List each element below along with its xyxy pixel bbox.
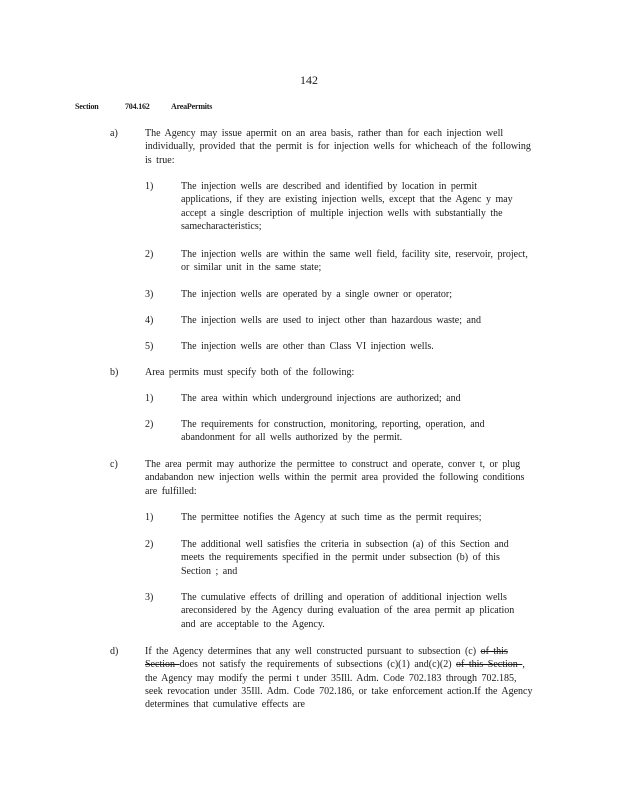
- item-a4-text: The injection wells are used to inject other than hazardous waste; and: [181, 315, 481, 326]
- d-text-part3: , the Agency may modify the permi t under 35Ill. Adm. Code 702.183 through 702.185, seek revocation under 35Ill. Adm. Code 702.186, or take enforcement action.If the Agency determines that cumulative effects are: [145, 659, 533, 711]
- item-a5-text: The injection wells are other than Class VI injection wells.: [181, 341, 434, 352]
- subsection-d-text: [145, 645, 537, 711]
- item-c2-label: 2): [145, 539, 154, 550]
- item-c3-text: The cumulative effects of drilling and operation of additional injection wells areconsidered by the Agency during evaluation of the area permit ap plication and are acceptable to the Agency.: [181, 592, 515, 630]
- subsection-c-text: The area permit may authorize the permittee to construct and operate, conver t, or plug andabandon new injection wells within the permit area provided the following conditions are fulfilled:: [145, 459, 525, 497]
- item-a3-label: 3): [145, 289, 154, 300]
- subsection-a-label: a): [110, 128, 118, 139]
- item-b1-text: The area within which underground injections are authorized; and: [181, 393, 461, 404]
- d-text-part2: does not satisfy the requirements of subsections (c)(1) and(c)(2): [179, 659, 457, 671]
- item-a2-text: The injection wells are within the same well field, facility site, reservoir, project, or similar unit in the same state;: [181, 249, 528, 274]
- subsection-b-text: Area permits must specify both of the following:: [145, 367, 355, 378]
- item-c1-label: 1): [145, 512, 154, 523]
- item-c3-label: 3): [145, 592, 154, 603]
- item-b2-label: 2): [145, 419, 154, 430]
- section-heading: [75, 102, 212, 111]
- d-strike-1: of this Section: [145, 646, 508, 671]
- subsection-d-label: d): [110, 646, 119, 657]
- item-c1-text: The permittee notifies the Agency at such time as the permit requires;: [181, 512, 482, 523]
- section-number: 704.162: [125, 102, 150, 111]
- d-text-part1: If the Agency determines that any well constructed pursuant to subsection (c): [145, 646, 481, 657]
- section-word: Section: [75, 102, 99, 111]
- page-number: 142: [300, 73, 318, 87]
- item-a1-text: The injection wells are described and identified by location in permit applications, if they are existing injection wells, except that the Agenc y may accept a single description of multiple injection wells with substantially the samecharacteristics;: [181, 181, 513, 232]
- item-c2-text: The additional well satisfies the criteria in subsection (a) of this Section and meets the requirements specified in the permit under subsection (b) of this Section ; and: [181, 539, 509, 577]
- item-b2-text: The requirements for construction, monitoring, reporting, operation, and abandonment for all wells authorized by the permit.: [181, 419, 485, 444]
- subsection-c-label: c): [110, 459, 118, 470]
- item-a1-label: 1): [145, 181, 154, 192]
- item-a2-label: 2): [145, 249, 154, 260]
- subsection-b-label: b): [110, 367, 119, 378]
- d-strike-2: of this Section: [456, 659, 523, 671]
- item-a4-label: 4): [145, 315, 154, 326]
- section-title: AreaPermits: [171, 102, 213, 111]
- item-a5-label: 5): [145, 341, 154, 352]
- item-a3-text: The injection wells are operated by a single owner or operator;: [181, 289, 453, 300]
- item-b1-label: 1): [145, 393, 154, 404]
- subsection-a-text: The Agency may issue apermit on an area basis, rather than for each injection well individually, provided that the permit is for injection wells for whicheach of the following is true:: [145, 128, 531, 166]
